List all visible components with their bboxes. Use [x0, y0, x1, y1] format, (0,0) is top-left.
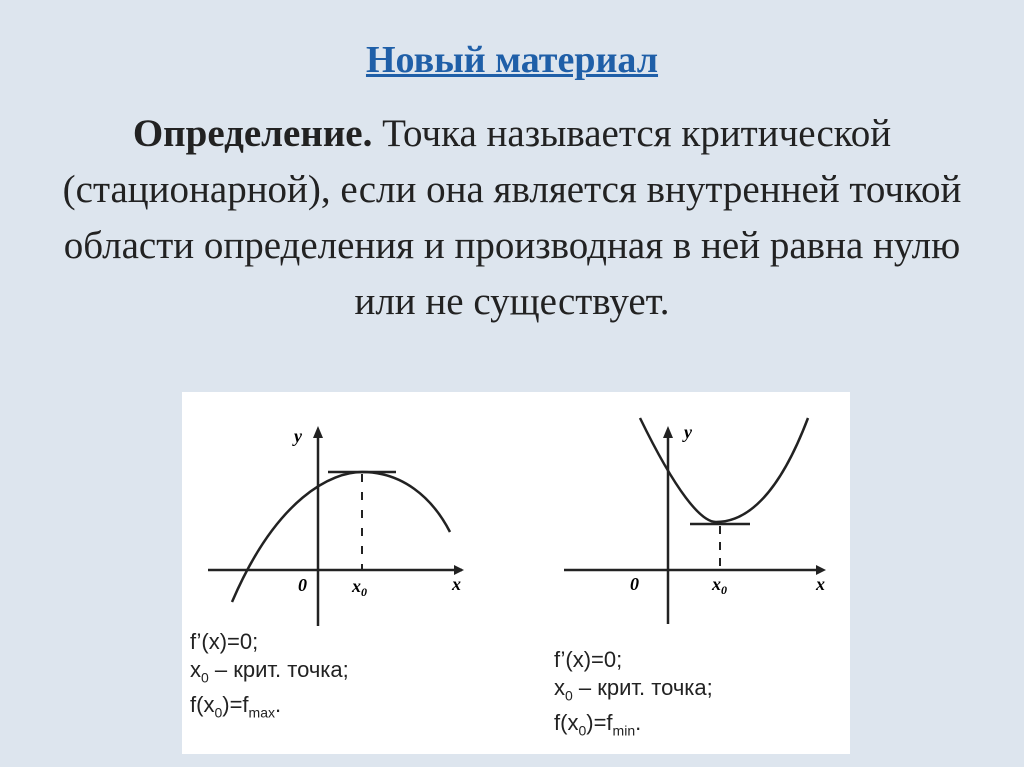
- x-axis-label: x: [816, 574, 825, 594]
- y-axis-arrow: [313, 426, 323, 438]
- caption-line-2: $x_0$ – крит. точка;: [554, 675, 713, 704]
- origin-label: 0: [630, 574, 639, 594]
- caption-line-1: f’(x)=0;: [190, 629, 259, 654]
- y-axis-arrow: [663, 426, 673, 438]
- y-axis-label: y: [684, 422, 692, 442]
- max-curve: [232, 472, 450, 602]
- definition-text: Точка называется критической (стационарной), если она является внутренней точкой области определения и производная в ней равна нулю или не существует.: [62, 112, 962, 323]
- max-caption: [190, 628, 349, 727]
- x0-label: $x_0$: [352, 576, 367, 599]
- maximum-panel: [182, 392, 516, 754]
- caption-line-3: $f(x_0)=f_{min}$.: [554, 710, 642, 739]
- graphs-figure: [182, 392, 850, 754]
- caption-line-1: f’(x)=0;: [554, 647, 623, 672]
- x0-label: $x_0$: [712, 574, 727, 597]
- caption-line-2: $x_0$ – крит. точка;: [190, 657, 349, 686]
- caption-line-3: $f(x_0)=f_{max}$.: [190, 692, 282, 721]
- origin-label: 0: [298, 575, 307, 595]
- min-caption: [554, 646, 713, 745]
- definition-paragraph: [60, 106, 964, 330]
- y-axis-label: y: [294, 426, 302, 446]
- minimum-panel: [516, 392, 850, 754]
- x-axis-label: x: [452, 574, 461, 594]
- slide-title: Новый материал: [365, 39, 659, 81]
- definition-term: Определение.: [132, 112, 373, 155]
